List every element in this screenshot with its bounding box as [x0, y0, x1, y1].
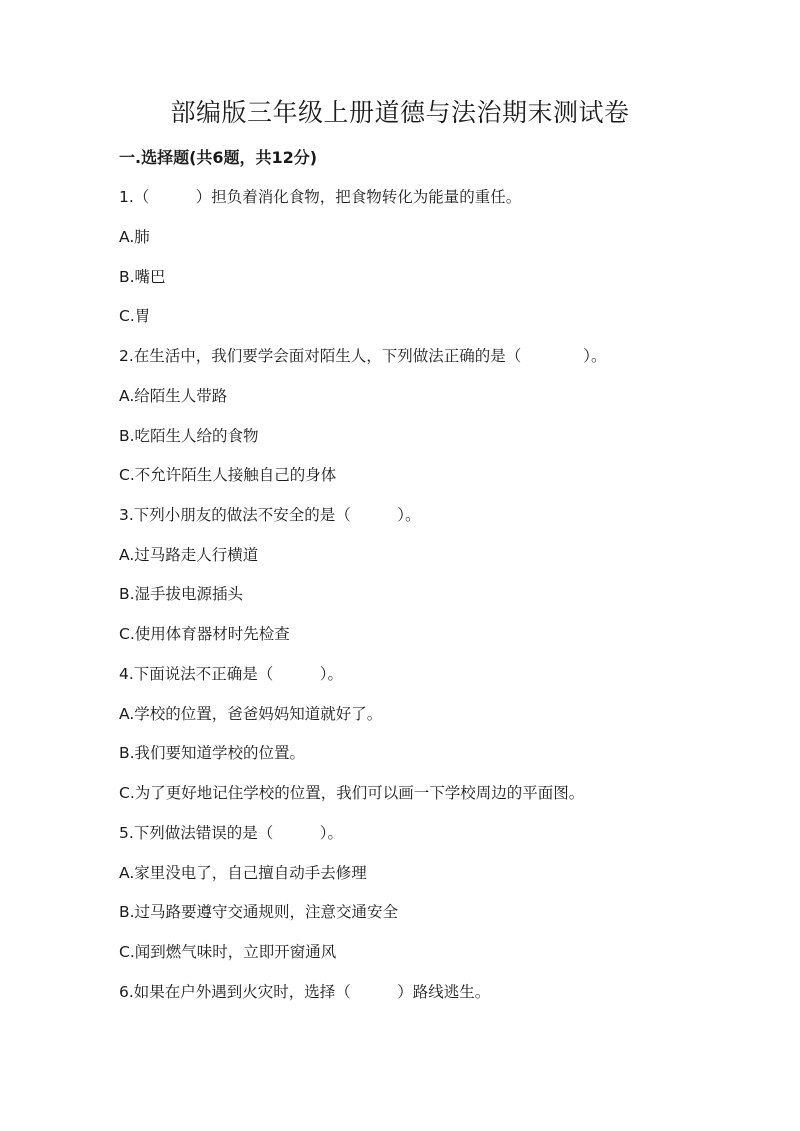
- answer-option: A.给陌生人带路: [119, 387, 228, 405]
- section-heading: 一.选择题(共6题，共12分): [119, 148, 318, 167]
- answer-option: A.过马路走人行横道: [119, 546, 259, 564]
- answer-option: B.吃陌生人给的食物: [119, 427, 259, 445]
- question-stem: 2.在生活中，我们要学会面对陌生人，下列做法正确的是（ ）。: [119, 347, 607, 365]
- question-stem: 4.下面说法不正确是（ ）。: [119, 665, 344, 683]
- question-stem: 5.下列做法错误的是（ ）。: [119, 824, 344, 842]
- question-stem: 6.如果在户外遇到火灾时，选择（ ）路线逃生。: [119, 983, 491, 1001]
- page-title: 部编版三年级上册道德与法治期末测试卷: [170, 98, 630, 127]
- answer-option: B.嘴巴: [119, 268, 166, 286]
- answer-option: C.胃: [119, 307, 151, 325]
- question-stem: 1.（ ）担负着消化食物，把食物转化为能量的重任。: [119, 188, 522, 206]
- answer-option: C.闻到燃气味时，立即开窗通风: [119, 943, 337, 961]
- answer-option: C.为了更好地记住学校的位置，我们可以画一下学校周边的平面图。: [119, 784, 585, 802]
- answer-option: A.肺: [119, 228, 150, 246]
- answer-option: C.不允许陌生人接触自己的身体: [119, 466, 337, 484]
- answer-option: A.家里没电了，自己擅自动手去修理: [119, 864, 367, 882]
- answer-option: B.湿手拔电源插头: [119, 585, 244, 603]
- answer-option: C.使用体育器材时先检查: [119, 625, 290, 643]
- question-stem: 3.下列小朋友的做法不安全的是（ ）。: [119, 506, 421, 524]
- answer-option: B.我们要知道学校的位置。: [119, 744, 306, 762]
- answer-option: A.学校的位置，爸爸妈妈知道就好了。: [119, 705, 383, 723]
- answer-option: B.过马路要遵守交通规则，注意交通安全: [119, 903, 399, 921]
